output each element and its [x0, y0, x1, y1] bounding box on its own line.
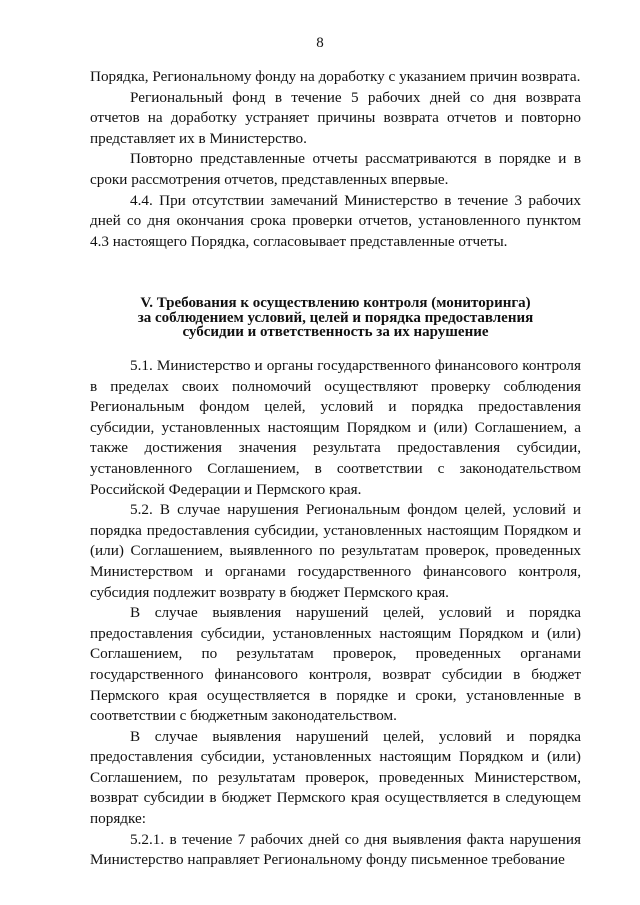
paragraph: В случае выявления нарушений целей, условий и порядка предоставления субсидии, установленных настоящим Порядком и (или) Соглашением, по результатам проверок, проведенных органами государственного финансового контроля, возврат субсидии в бюджет Пермского края осуществляется в порядке и сроки, установленные в соответствии с бюджетным законодательством. — [90, 604, 581, 725]
paragraph: 5.2.1. в течение 7 рабочих дней со дня выявления факта нарушения Министерство направляет Региональному фонду письменное требование — [90, 830, 581, 869]
heading-line: за соблюдением условий, целей и порядка предоставления — [137, 309, 534, 326]
heading-line: V. Требования к осуществлению контроля (мониторинга) — [140, 295, 531, 311]
page-number: 8 — [316, 35, 324, 51]
paragraph: 4.4. При отсутствии замечаний Министерство в течение 3 рабочих дней со дня окончания срока проверки отчетов, установленного пунктом 4.3 настоящего Порядка, согласовывает представленные отчеты. — [90, 191, 581, 250]
paragraph: В случае выявления нарушений целей, условий и порядка предоставления субсидии, установленных настоящим Порядком и (или) Соглашением, по результатам проверок, проведенных Министерством, возврат субсидии в бюджет Пермского края осуществляется в следующем порядке: — [90, 727, 581, 828]
paragraph: Региональный фонд в течение 5 рабочих дней со дня возврата отчетов на доработку устраняет причины возврата отчетов и повторно представляет их в Министерство. — [90, 88, 581, 147]
heading-line: субсидии и ответственность за их нарушение — [182, 324, 489, 340]
section-v-body — [90, 356, 581, 871]
paragraph: Повторно представленные отчеты рассматриваются в порядке и в сроки рассмотрения отчетов, представленных впервые. — [90, 150, 581, 188]
section-iv-continuation — [90, 67, 581, 252]
paragraph: 5.1. Министерство и органы государственного финансового контроля в пределах своих полномочий осуществляют проверку соблюдения Региональным фондом целей, условий и порядка предоставления субсидии, установленных настоящим Порядком и (или) Соглашением, а также достижения значения результата предоставления субсидии, установленного Соглашением, в соответствии с законодательством Российской Федерации и Пермского края. — [90, 357, 581, 498]
paragraph: Порядка, Региональному фонду на доработку с указанием причин возврата. — [90, 68, 581, 85]
section-v-heading — [90, 296, 581, 340]
paragraph: 5.2. В случае нарушения Региональным фондом целей, условий и порядка предоставления субсидии, установленных настоящим Порядком и (или) Соглашением, выявленного по результатам проверок, проведенных Министерством и органами государственного финансового контроля, субсидия подлежит возврату в бюджет Пермского края. — [90, 501, 581, 601]
